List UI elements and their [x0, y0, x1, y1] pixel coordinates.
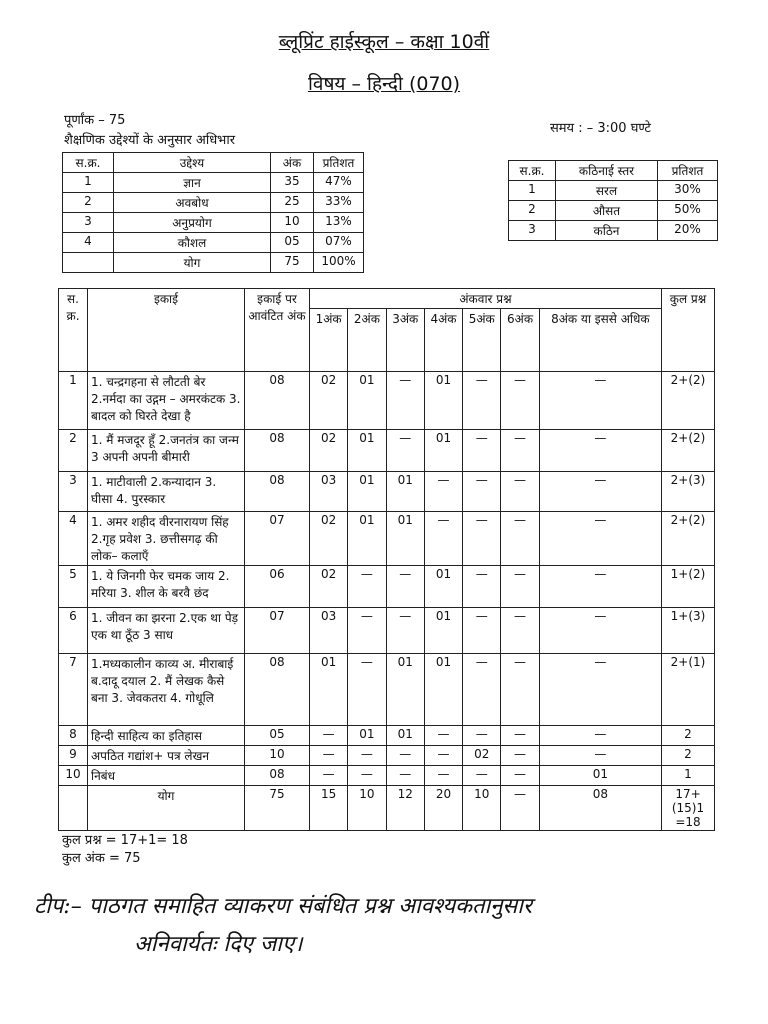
row-sno: 5 [59, 566, 88, 608]
row-count: — [348, 608, 386, 654]
row-count: 01 [348, 512, 386, 566]
row-count: — [348, 766, 386, 786]
row-total: 1 [662, 766, 715, 786]
objectives-table [62, 152, 364, 273]
table-cell [59, 786, 88, 831]
total-count: 15 [310, 786, 348, 831]
row-count: 01 [424, 654, 462, 726]
row-unit: 1.मध्यकालीन काव्य अ. मीराबाई ब.दादू दयाल 2. मैं लेखक कैसे बना 3. जेवकतरा 4. गोधूलि [88, 654, 245, 726]
total-questions-cell: 17+(15)1 =18 [662, 786, 715, 831]
row-unit: निबंध [88, 766, 245, 786]
row-count: — [348, 654, 386, 726]
row-count: 01 [348, 430, 386, 472]
header-col: 3अंक [386, 309, 424, 372]
subject-title: विषय – हिन्दी (070) [307, 73, 461, 95]
row-count: — [501, 472, 539, 512]
row-count: — [463, 430, 501, 472]
table-cell: कौशल [114, 233, 271, 253]
header-sno: स. क्र. [59, 289, 88, 372]
table-row [59, 372, 715, 430]
row-unit: 1. माटीवाली 2.कन्यादान 3. घीसा 4. पुरस्कार [88, 472, 245, 512]
table-cell: 1 [63, 173, 114, 193]
header-total: कुल प्रश्न [662, 289, 715, 372]
row-count: — [501, 430, 539, 472]
total-count: 10 [348, 786, 386, 831]
header-col: 4अंक [424, 309, 462, 372]
header-cell: उद्देश्य [114, 153, 271, 173]
row-total: 2+(2) [662, 512, 715, 566]
row-count: 02 [463, 746, 501, 766]
table-cell: 20% [658, 221, 718, 241]
header-cell: अंक [271, 153, 314, 173]
total-count: 10 [463, 786, 501, 831]
table-row [59, 512, 715, 566]
table-row [59, 430, 715, 472]
row-sno: 6 [59, 608, 88, 654]
table-cell: अवबोध [114, 193, 271, 213]
row-count: — [386, 430, 424, 472]
table-row [63, 213, 364, 233]
row-unit: 1. चन्द्रगहना से लौटती बेर 2.नर्मदा का उद्गम – अमरकंटक 3. बादल को घिरते देखा है [88, 372, 245, 430]
row-unit: अपठित गद्यांश+ पत्र लेखन [88, 746, 245, 766]
table-row [59, 608, 715, 654]
table-cell: योग [114, 253, 271, 273]
row-count: — [310, 726, 348, 746]
row-count: — [348, 566, 386, 608]
row-count: — [501, 372, 539, 430]
row-count: — [424, 512, 462, 566]
row-count: 01 [348, 472, 386, 512]
row-count: — [386, 746, 424, 766]
table-cell: 07% [314, 233, 364, 253]
total-count: 08 [539, 786, 661, 831]
row-count: 01 [386, 512, 424, 566]
row-count: 01 [386, 472, 424, 512]
row-count: — [386, 608, 424, 654]
table-cell: 3 [63, 213, 114, 233]
row-count: 01 [348, 372, 386, 430]
row-count: — [501, 654, 539, 726]
table-cell: 33% [314, 193, 364, 213]
row-unit: 1. ये जिनगी फेर चमक जाय 2. मरिया 3. शील के बरवै छंद [88, 566, 245, 608]
row-count: — [424, 746, 462, 766]
table-cell: ज्ञान [114, 173, 271, 193]
row-marks: 07 [245, 608, 310, 654]
table-row [63, 173, 364, 193]
table-cell: 2 [509, 201, 556, 221]
table-cell: 13% [314, 213, 364, 233]
row-total: 1+(3) [662, 608, 715, 654]
row-count: — [310, 746, 348, 766]
table-cell: अनुप्रयोग [114, 213, 271, 233]
row-count: 03 [310, 608, 348, 654]
header-unit: इकाई [88, 289, 245, 372]
row-sno: 2 [59, 430, 88, 472]
table-row [59, 472, 715, 512]
table-cell [63, 253, 114, 273]
handwritten-note-line2: अनिवार्यतः दिए जाए। [134, 932, 303, 957]
table-cell: 1 [509, 181, 556, 201]
row-count: — [463, 566, 501, 608]
header-cell: प्रतिशत [314, 153, 364, 173]
row-count: — [539, 726, 661, 746]
row-count: — [463, 608, 501, 654]
header-col: 5अंक [463, 309, 501, 372]
header-cell: स.क्र. [63, 153, 114, 173]
table-total-row [59, 786, 715, 831]
table-row [63, 253, 364, 273]
row-count: — [501, 746, 539, 766]
header-marks: इकाई पर आवंटित अंक [245, 289, 310, 372]
table-row [59, 566, 715, 608]
row-count: — [539, 512, 661, 566]
row-count: — [539, 430, 661, 472]
objectives-caption: शैक्षणिक उद्देश्यों के अनुसार अधिभार [64, 133, 236, 148]
row-unit: 1. अमर शहीद वीरनारायण सिंह 2.गृह प्रवेश 3. छत्तीसगढ़ की लोक– कलाएँ [88, 512, 245, 566]
row-sno: 9 [59, 746, 88, 766]
max-marks: पूर्णांक – 75 [64, 113, 126, 128]
row-total: 2+(2) [662, 372, 715, 430]
row-count: — [539, 372, 661, 430]
row-count: 02 [310, 512, 348, 566]
row-count: 01 [310, 654, 348, 726]
row-count: — [539, 654, 661, 726]
total-questions: कुल प्रश्न = 17+1= 18 [62, 833, 188, 848]
row-unit: हिन्दी साहित्य का इतिहास [88, 726, 245, 746]
row-count: — [539, 746, 661, 766]
row-unit: 1. मैं मजदूर हूँ 2.जनतंत्र का जन्म 3 अपनी अपनी बीमारी [88, 430, 245, 472]
table-cell: सरल [556, 181, 658, 201]
row-marks: 10 [245, 746, 310, 766]
row-count: — [501, 566, 539, 608]
table-cell: 47% [314, 173, 364, 193]
row-marks: 08 [245, 766, 310, 786]
header-cell: प्रतिशत [658, 161, 718, 181]
row-count: 02 [310, 430, 348, 472]
table-cell: 2 [63, 193, 114, 213]
row-count: — [463, 654, 501, 726]
total-count: 20 [424, 786, 462, 831]
header-cell: कठिनाई स्तर [556, 161, 658, 181]
row-count: — [539, 472, 661, 512]
row-marks: 06 [245, 566, 310, 608]
row-total: 2+(3) [662, 472, 715, 512]
table-cell: 3 [509, 221, 556, 241]
page-title: ब्लूप्रिंट हाईस्कूल – कक्षा 10वीं [278, 31, 490, 53]
row-total: 2+(2) [662, 430, 715, 472]
header-col: 6अंक [501, 309, 539, 372]
table-cell: औसत [556, 201, 658, 221]
row-count: 01 [386, 726, 424, 746]
row-count: — [463, 766, 501, 786]
header-col: 1अंक [310, 309, 348, 372]
blueprint-table [58, 288, 715, 831]
table-row [63, 193, 364, 213]
row-sno: 10 [59, 766, 88, 786]
table-cell: 100% [314, 253, 364, 273]
row-marks: 08 [245, 472, 310, 512]
table-row [63, 233, 364, 253]
row-total: 1+(2) [662, 566, 715, 608]
table-header-row [509, 161, 718, 181]
row-count: — [348, 746, 386, 766]
row-count: — [501, 608, 539, 654]
table-row [59, 746, 715, 766]
row-count: — [463, 512, 501, 566]
table-header-row [59, 289, 715, 309]
row-sno: 8 [59, 726, 88, 746]
row-unit: 1. जीवन का झरना 2.एक था पेड़ एक था ठूँठ 3 साध [88, 608, 245, 654]
table-cell: 05 [271, 233, 314, 253]
row-count: — [424, 726, 462, 746]
row-count: — [463, 726, 501, 746]
row-count: 01 [424, 372, 462, 430]
table-row [59, 766, 715, 786]
table-cell: 30% [658, 181, 718, 201]
table-cell: कठिन [556, 221, 658, 241]
row-count: 01 [424, 430, 462, 472]
row-sno: 7 [59, 654, 88, 726]
row-sno: 4 [59, 512, 88, 566]
header-col: 2अंक [348, 309, 386, 372]
row-count: — [501, 512, 539, 566]
row-count: 02 [310, 372, 348, 430]
difficulty-table [508, 160, 718, 241]
row-sno: 1 [59, 372, 88, 430]
row-count: — [310, 766, 348, 786]
table-cell: 10 [271, 213, 314, 233]
total-marks: कुल अंक = 75 [62, 851, 141, 866]
row-count: 01 [348, 726, 386, 746]
row-count: 01 [539, 766, 661, 786]
row-count: — [539, 608, 661, 654]
total-count: — [501, 786, 539, 831]
handwritten-note-line1: टीप:– पाठगत समाहित व्याकरण संबंधित प्रश्न आवश्यकतानुसार [34, 894, 532, 919]
row-count: — [501, 766, 539, 786]
row-marks: 08 [245, 654, 310, 726]
row-count: — [463, 372, 501, 430]
row-count: — [386, 372, 424, 430]
table-cell: 25 [271, 193, 314, 213]
row-marks: 07 [245, 512, 310, 566]
row-count: 02 [310, 566, 348, 608]
row-count: 03 [310, 472, 348, 512]
row-total: 2 [662, 746, 715, 766]
row-marks: 05 [245, 726, 310, 746]
table-row [509, 201, 718, 221]
row-count: — [386, 566, 424, 608]
header-col: 8अंक या इससे अधिक [539, 309, 661, 372]
row-count: 01 [386, 654, 424, 726]
row-total: 2+(1) [662, 654, 715, 726]
table-row [509, 221, 718, 241]
row-total: 2 [662, 726, 715, 746]
total-count: 12 [386, 786, 424, 831]
table-header-row [63, 153, 364, 173]
row-count: — [501, 726, 539, 746]
header-cell: स.क्र. [509, 161, 556, 181]
table-cell: 4 [63, 233, 114, 253]
row-marks: 08 [245, 372, 310, 430]
table-cell: 75 [271, 253, 314, 273]
table-cell: 50% [658, 201, 718, 221]
row-count: 01 [424, 608, 462, 654]
row-count: — [539, 566, 661, 608]
table-cell: 35 [271, 173, 314, 193]
table-row [509, 181, 718, 201]
row-sno: 3 [59, 472, 88, 512]
total-label: योग [88, 786, 245, 831]
table-row [59, 654, 715, 726]
row-count: — [386, 766, 424, 786]
total-marks-cell: 75 [245, 786, 310, 831]
row-count: 01 [424, 566, 462, 608]
row-marks: 08 [245, 430, 310, 472]
time-label: समय : – 3:00 घण्टे [550, 121, 651, 136]
row-count: — [424, 766, 462, 786]
header-group: अंकवार प्रश्न [310, 289, 662, 309]
row-count: — [424, 472, 462, 512]
row-count: — [463, 472, 501, 512]
table-row [59, 726, 715, 746]
